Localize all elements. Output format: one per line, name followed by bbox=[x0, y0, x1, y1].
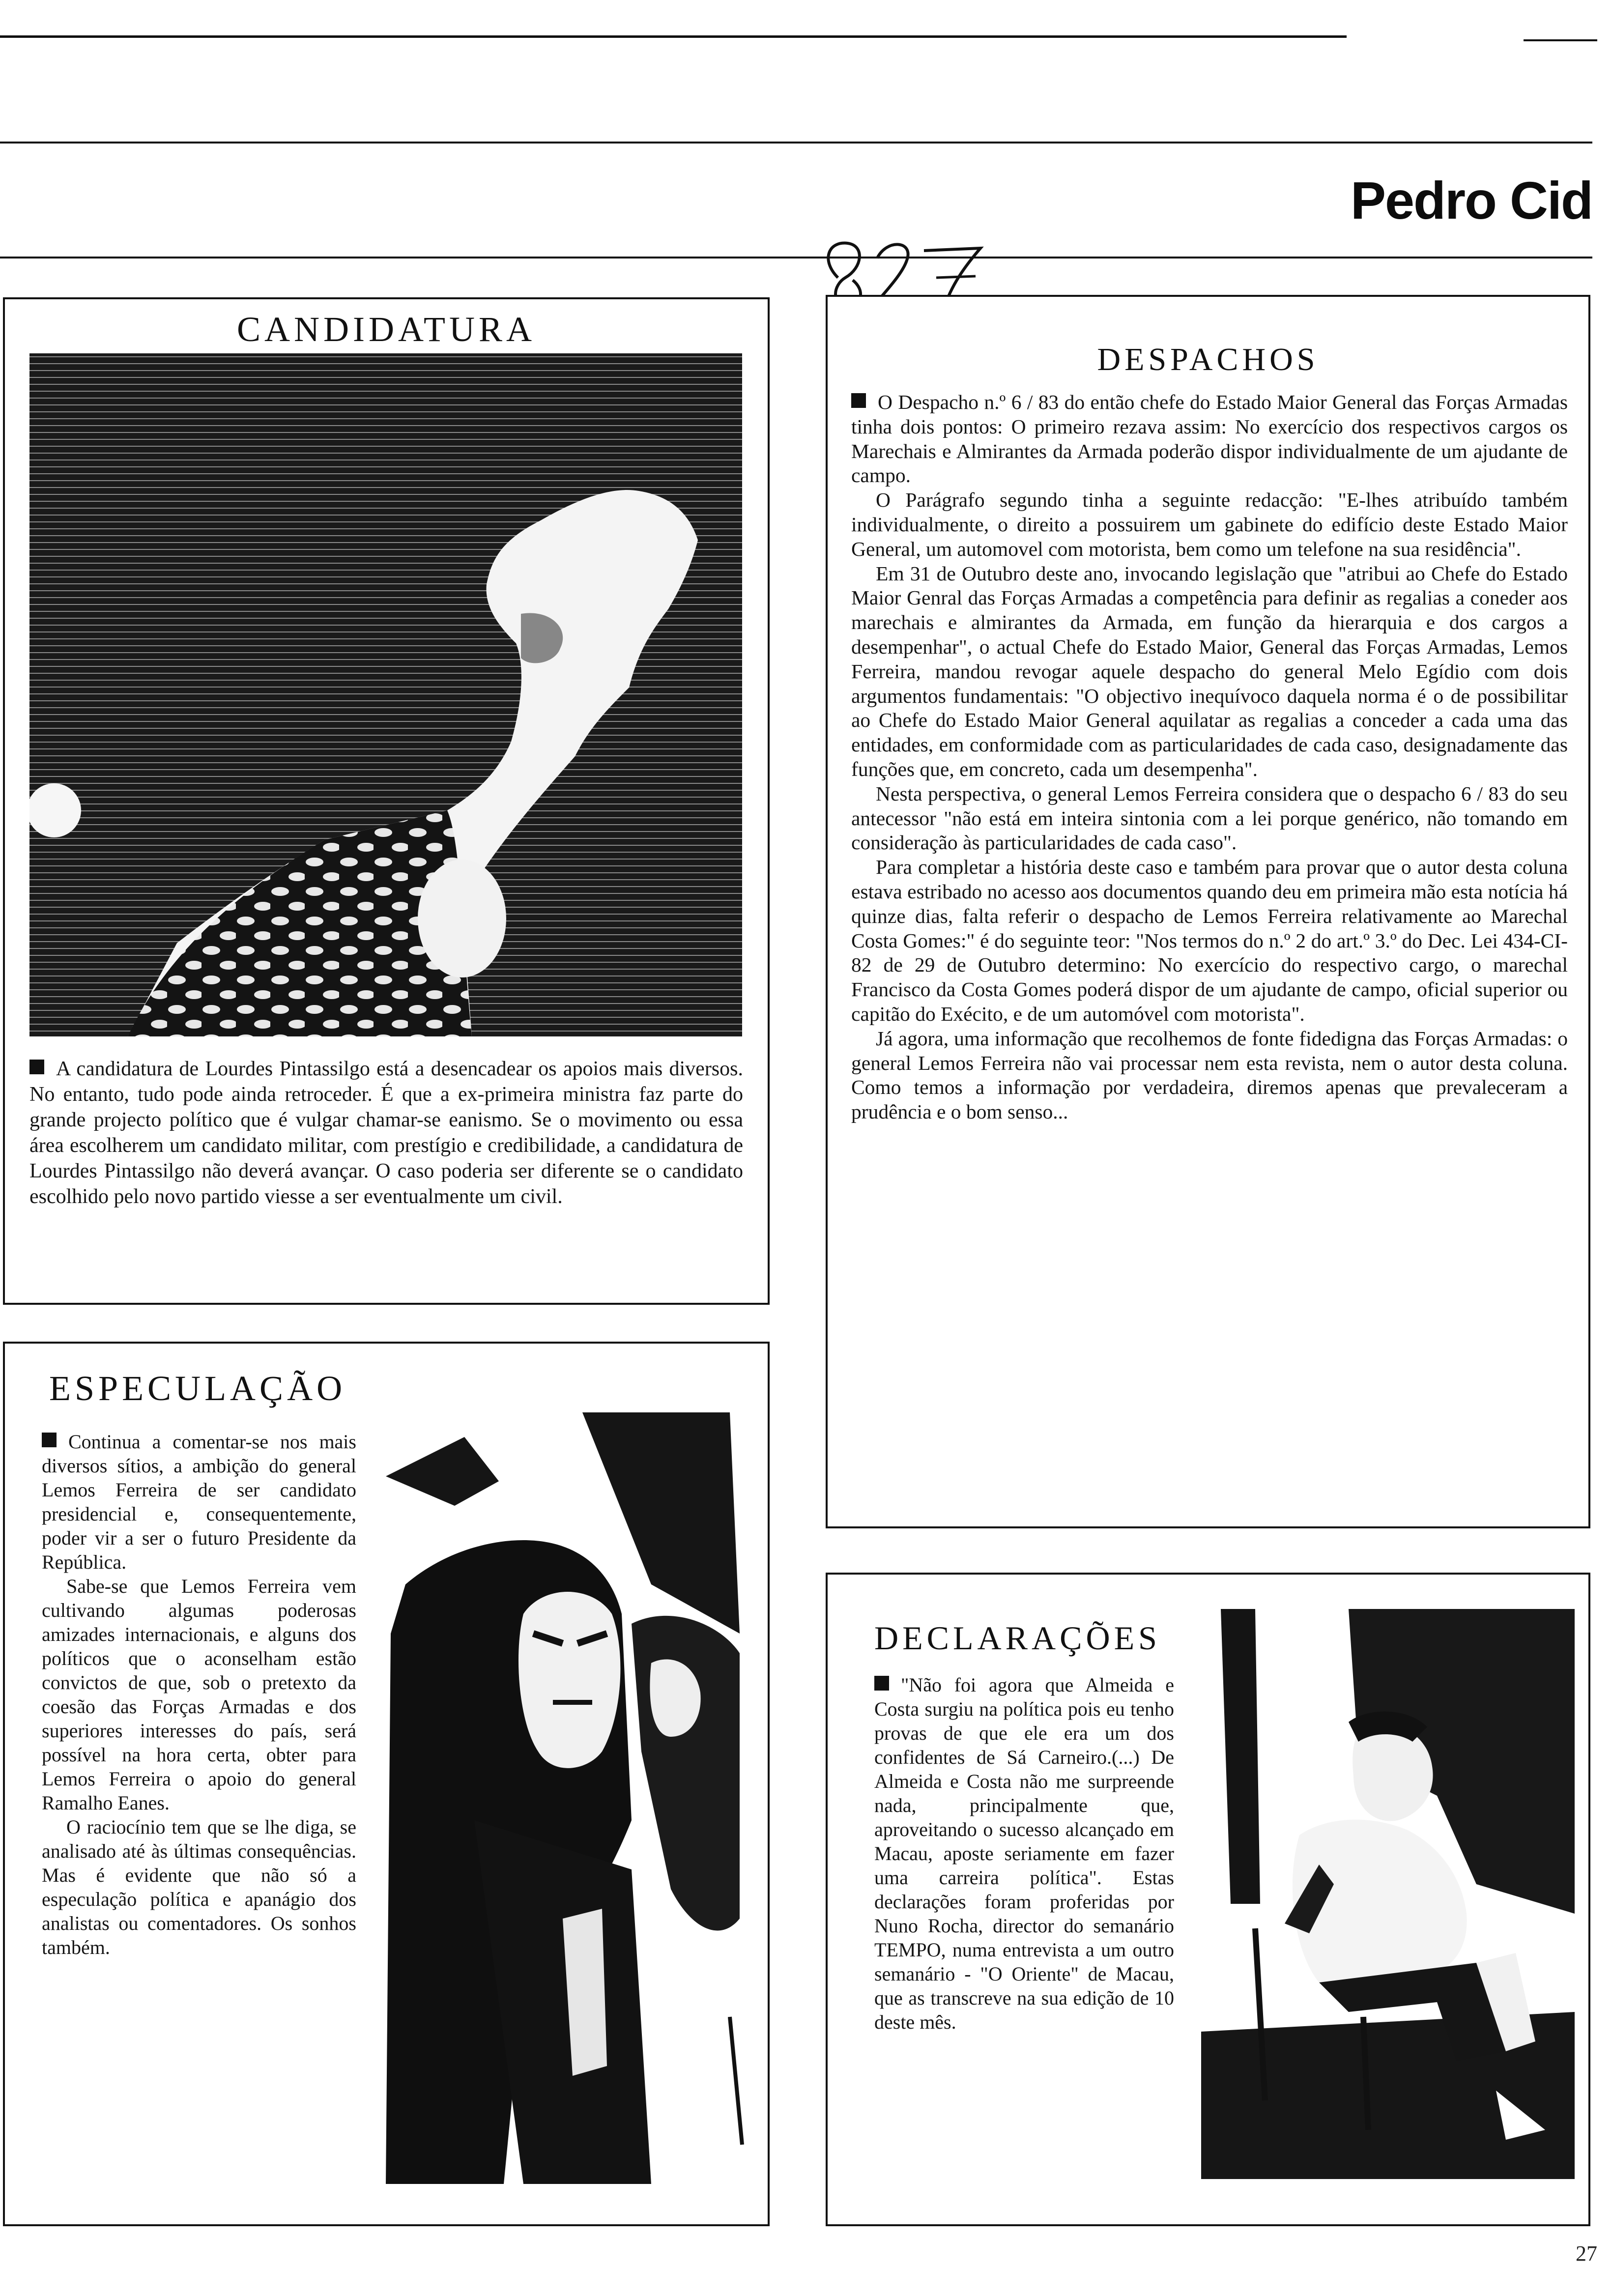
seated-man-photo bbox=[1201, 1609, 1575, 2179]
especulacao-title: ESPECULAÇÃO bbox=[49, 1369, 346, 1408]
candidatura-title: CANDIDATURA bbox=[237, 310, 536, 349]
declaracoes-title: DECLARAÇÕES bbox=[874, 1619, 1161, 1657]
top-rule-fragment bbox=[1524, 39, 1597, 41]
portrait-photo bbox=[29, 353, 742, 1036]
despachos-text: O Despacho n.º 6 / 83 do então chefe do Estado Maior General das Forças Armadas tinha dois pontos: O primeiro rezava assim: No exercício dos respectivos cargos os Marechais e Almirantes da Armada poderão dispor individualmente de um ajudante de campo. O Parágrafo segundo tinha a seguinte redacção: "E-lhes atribuído também individualmente, o direito a possuirem um gabinete do edifício deste Estado Maior General, um automovel com motorista, bem como um telefone na sua residência". Em 31 de Outubro deste ano, invocando legislação que "atribui ao Chefe do Estado Maior Genral das Forças Armadas a competência para definir as regalias a coneder aos marechais e almirantes da Armada, em função da hierarquia e dos cargos a desempenhar", o actual Chefe do Estado Maior, General das Forças Armadas, Lemos Ferreira, mandou revogar aquele despacho do general Melo Egídio com dois argumentos fundamentais: "O objectivo inequívoco daquela norma é o de possibilitar ao Chefe do Estado Maior General aquilatar as regalias a conceder a cada uma das entidades, em conformidade com as particularidades de cada caso, designadamente das funções que, em concreto, cada um desempenha". Nesta perspectiva, o general Lemos Ferreira considera que o despacho 6 / 83 do seu antecessor "não está em inteira sintonia com a lei porque genérico, não tomando em consideração às particularidades de cada caso". Para completar a história deste caso e também para provar que o autor desta coluna estava estribado no acesso aos documentos quando deu em primeira mão esta notícia há quinze dias, falta referir o despacho de Lemos Ferreira relativamente ao Marechal Costa Gomes:" é do seguinte teor: "Nos termos do n.º 2 do art.º 3.º do Dec. Lei 434-CI-82 de 29 de Outubro determino: No exercício do respectivo cargo, o marechal Francisco da Costa Gomes poderá dispor de um ajudante de campo, oficial superior ou capitão do Exécito, e de um automóvel com motorista". Já agora, uma informação que recolhemos de fonte fidedigna das Forças Armadas: o general Lemos Ferreira não vai processar nem esta revista, nem o autor desta coluna. Como temos a informação por verdadeira, diremos apenas que prevaleceram a prudência e o bom senso... bbox=[851, 391, 1568, 1123]
man-photo bbox=[376, 1378, 749, 2184]
bullet-icon bbox=[29, 1060, 44, 1074]
declaracoes-text: "Não foi agora que Almeida e Costa surgiu na política pois eu tenho provas de que ele era um dos confidentes de Sá Carneiro.(...) De Almeida e Costa não me surpreende nada, principalmente que, aproveitando o sucesso alcançado em Macau, aposte seriamente em fazer uma carreira política". Estas declarações foram proferidas por Nuno Rocha, director do semanário TEMPO, numa entrevista a um outro semanário - "O Oriente" de Macau, que as transcreve na sua edição de 10 deste mês. bbox=[874, 1674, 1174, 2033]
despachos-box bbox=[826, 295, 1590, 1528]
byline: Pedro Cid bbox=[1350, 171, 1592, 230]
page-number: 27 bbox=[1576, 2241, 1597, 2266]
bullet-icon bbox=[874, 1676, 889, 1691]
top-rule bbox=[0, 35, 1347, 38]
candidatura-box bbox=[3, 297, 770, 1305]
despachos-title: DESPACHOS bbox=[1097, 342, 1319, 377]
especulacao-box bbox=[3, 1342, 770, 2226]
declaracoes-box bbox=[826, 1573, 1590, 2226]
candidatura-text: A candidatura de Lourdes Pintassilgo está a desencadear os apoios mais diversos. No entanto, tudo pode ainda retroceder. É que a ex-primeira ministra faz parte do grande projecto político que é vulgar chamar-se eanismo. Se o movimento ou essa área escolherem um candidato militar, com prestígio e credibilidade, a candidatura de Lourdes Pintassilgo não deverá avançar. O caso poderia ser diferente se o candidato escolhido pelo novo partido viesse a ser eventualmente um civil. bbox=[29, 1058, 743, 1208]
bullet-icon bbox=[42, 1433, 57, 1447]
bullet-icon bbox=[851, 393, 866, 408]
especulacao-text: Continua a comentar-se nos mais diversos sítios, a ambição do general Lemos Ferreira de ser candidato presidencial e, consequentemente, poder vir a ser o futuro Presidente da República. Sabe-se que Lemos Ferreira vem cultivando algumas poderosas amizades internacionais, e alguns dos políticos que o aconselham estão convictos de que, sob o pretexto da coesão das Forças Armadas e dos superiores interesses do país, será possível na hora certa, obter para Lemos Ferreira o apoio do general Ramalho Eanes. O raciocínio tem que se lhe diga, se analisado até às últimas consequências. Mas é evidente que não só a especulação política e apanágio dos analistas ou comentadores. Os sonhos também. bbox=[42, 1431, 356, 1958]
byline-rule bbox=[0, 257, 1592, 258]
header-rule bbox=[0, 142, 1592, 144]
